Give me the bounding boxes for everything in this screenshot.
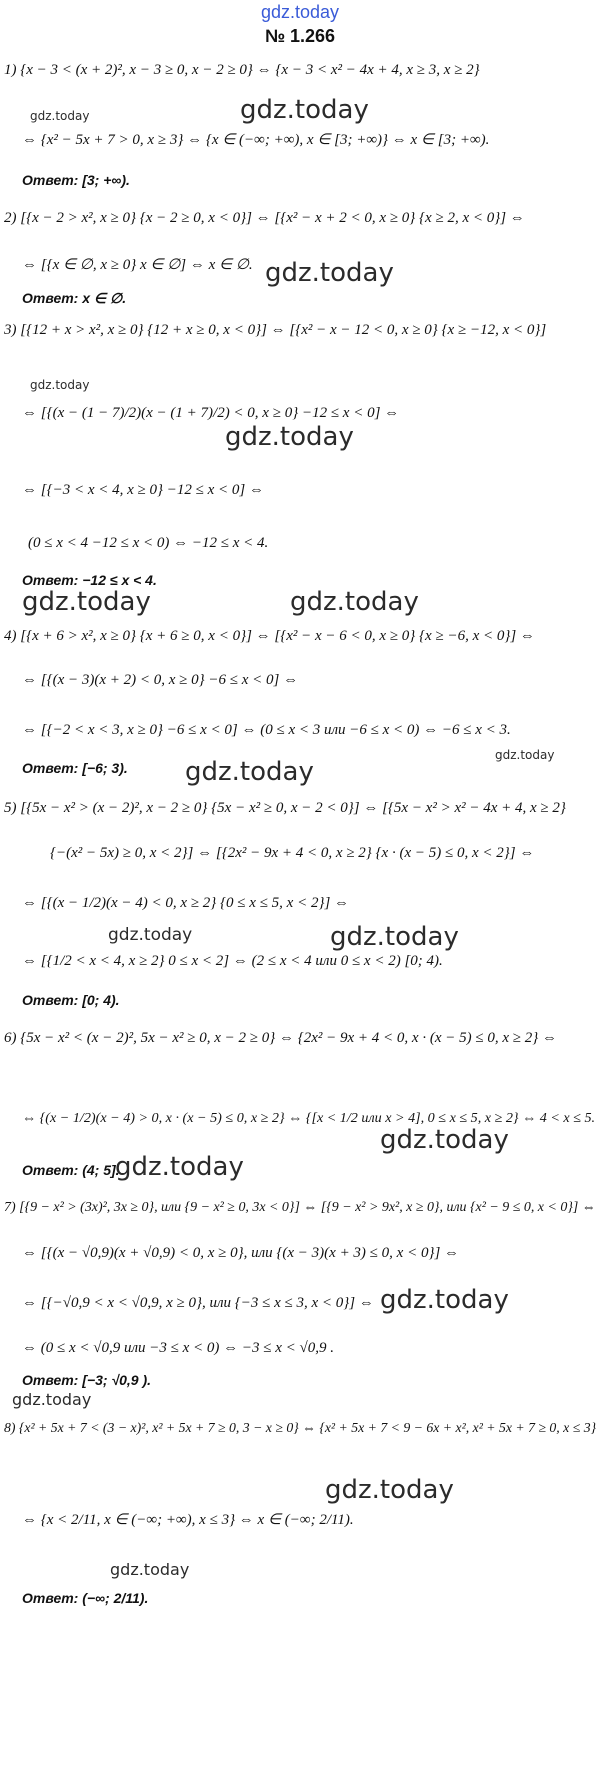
solution-line: ⇔ (0 ≤ x < √0,9 или −3 ≤ x < 0) ⇔ −3 ≤ x < √0,9 . [22, 1340, 335, 1356]
watermark: gdz.today [115, 1152, 244, 1182]
solution-line: 5) [{5x − x² > (x − 2)², x − 2 ≥ 0} {5x − x² ≥ 0, x − 2 < 0}] ⇔ [{5x − x² > x² − 4x + 4, x ≥ 2} [4, 800, 566, 816]
watermark: gdz.today [380, 1125, 509, 1155]
solution-line: ⇔ [{−√0,9 < x < √0,9, x ≥ 0}, или {−3 ≤ x ≤ 3, x < 0}] ⇔ [22, 1295, 374, 1311]
solution-line: ⇔ {(x − 1/2)(x − 4) > 0, x · (x − 5) ≤ 0, x ≥ 2} ⇔ {[x < 1/2 или x > 4], 0 ≤ x ≤ 5, x ≥ 2} ⇔ 4 < x ≤ 5. [22, 1110, 596, 1126]
solution-line: 3) [{12 + x > x², x ≥ 0} {12 + x ≥ 0, x < 0}] ⇔ [{x² − x − 12 < 0, x ≥ 0} {x ≥ −12, x < 0}] [4, 322, 547, 338]
solution-line: (0 ≤ x < 4 −12 ≤ x < 0) ⇔ −12 ≤ x < 4. [28, 535, 269, 551]
watermark: gdz.today [325, 1475, 454, 1505]
answer: Ответ: (4; 5]. [22, 1162, 120, 1178]
solution-line: {−(x² − 5x) ≥ 0, x < 2}] ⇔ [{2x² − 9x + 4 < 0, x ≥ 2} {x · (x − 5) ≤ 0, x < 2}] ⇔ [50, 845, 535, 861]
watermark: gdz.today [380, 1285, 509, 1315]
answer: Ответ: [−6; 3). [22, 760, 128, 776]
solution-line: ⇔ [{−2 < x < 3, x ≥ 0} −6 ≤ x < 0] ⇔ (0 ≤ x < 3 или −6 ≤ x < 0) ⇔ −6 ≤ x < 3. [22, 722, 511, 738]
watermark: gdz.today [330, 922, 459, 952]
answer: Ответ: [3; +∞). [22, 172, 130, 188]
solution-line: 4) [{x + 6 > x², x ≥ 0} {x + 6 ≥ 0, x < 0}] ⇔ [{x² − x − 6 < 0, x ≥ 0} {x ≥ −6, x < 0}] ⇔ [4, 628, 535, 644]
watermark: gdz.today [265, 258, 394, 288]
solution-line: 1) {x − 3 < (x + 2)², x − 3 ≥ 0, x − 2 ≥ 0} ⇔ {x − 3 < x² − 4x + 4, x ≥ 3, x ≥ 2} [4, 62, 480, 78]
solution-line: ⇔ [{(x − 3)(x + 2) < 0, x ≥ 0} −6 ≤ x < 0] ⇔ [22, 672, 299, 688]
watermark: gdz.today [185, 757, 314, 787]
answer: Ответ: −12 ≤ x < 4. [22, 572, 157, 588]
solution-line: ⇔ [{x ∈ ∅, x ≥ 0} x ∈ ∅] ⇔ x ∈ ∅. [22, 257, 253, 273]
answer: Ответ: x ∈ ∅. [22, 290, 127, 306]
solution-line: 2) [{x − 2 > x², x ≥ 0} {x − 2 ≥ 0, x < 0}] ⇔ [{x² − x + 2 < 0, x ≥ 0} {x ≥ 2, x < 0}] ⇔ [4, 210, 525, 226]
solution-line: 7) [{9 − x² > (3x)², 3x ≥ 0}, или {9 − x² ≥ 0, 3x < 0}] ⇔ [{9 − x² > 9x², x ≥ 0}, или {x² − 9 ≤ 0, x < 0}] ⇔ [4, 1200, 596, 1215]
problem-number: № 1.266 [264, 26, 336, 46]
watermark: gdz.today [110, 1560, 190, 1579]
solution-line: 6) {5x − x² < (x − 2)², 5x − x² ≥ 0, x − 2 ≥ 0} ⇔ {2x² − 9x + 4 < 0, x · (x − 5) ≤ 0, x ≥ 2} ⇔ [4, 1030, 557, 1046]
watermark: gdz.today [108, 925, 193, 945]
watermark: gdz.today [12, 1390, 92, 1409]
answer: Ответ: [0; 4). [22, 992, 120, 1008]
solution-line: ⇔ {x² − 5x + 7 > 0, x ≥ 3} ⇔ {x ∈ (−∞; +∞), x ∈ [3; +∞)} ⇔ x ∈ [3; +∞). [22, 132, 490, 148]
watermark: gdz.today [240, 95, 369, 125]
watermark: gdz.today [30, 378, 90, 392]
solution-line: 8) {x² + 5x + 7 < (3 − x)², x² + 5x + 7 ≥ 0, 3 − x ≥ 0} ⇔ {x² + 5x + 7 < 9 − 6x + x², x² + 5x + 7 ≥ 0, x ≤ 3} [4, 1420, 597, 1435]
watermark: gdz.today [22, 587, 151, 617]
solution-line: ⇔ [{−3 < x < 4, x ≥ 0} −12 ≤ x < 0] ⇔ [22, 482, 264, 498]
watermark: gdz.today [495, 748, 555, 762]
solution-line: ⇔ [{1/2 < x < 4, x ≥ 2} 0 ≤ x < 2] ⇔ (2 ≤ x < 4 или 0 ≤ x < 2) [0; 4). [22, 953, 443, 969]
answer: Ответ: [−3; √0,9 ). [22, 1372, 151, 1388]
answer: Ответ: (−∞; 2/11). [22, 1590, 149, 1606]
watermark: gdz.today [290, 587, 419, 617]
watermark: gdz.today [225, 422, 354, 452]
solution-line: ⇔ [{(x − (1 − 7)/2)(x − (1 + 7)/2) < 0, x ≥ 0} −12 ≤ x < 0] ⇔ [22, 405, 400, 421]
solution-line: ⇔ [{(x − 1/2)(x − 4) < 0, x ≥ 2} {0 ≤ x ≤ 5, x < 2}] ⇔ [22, 895, 350, 911]
solution-line: ⇔ {x < 2/11, x ∈ (−∞; +∞), x ≤ 3} ⇔ x ∈ (−∞; 2/11). [22, 1512, 354, 1528]
solution-line: ⇔ [{(x − √0,9)(x + √0,9) < 0, x ≥ 0}, или {(x − 3)(x + 3) ≤ 0, x < 0}] ⇔ [22, 1245, 460, 1261]
watermark: gdz.today [30, 109, 90, 123]
site-header: gdz.today [260, 2, 340, 22]
